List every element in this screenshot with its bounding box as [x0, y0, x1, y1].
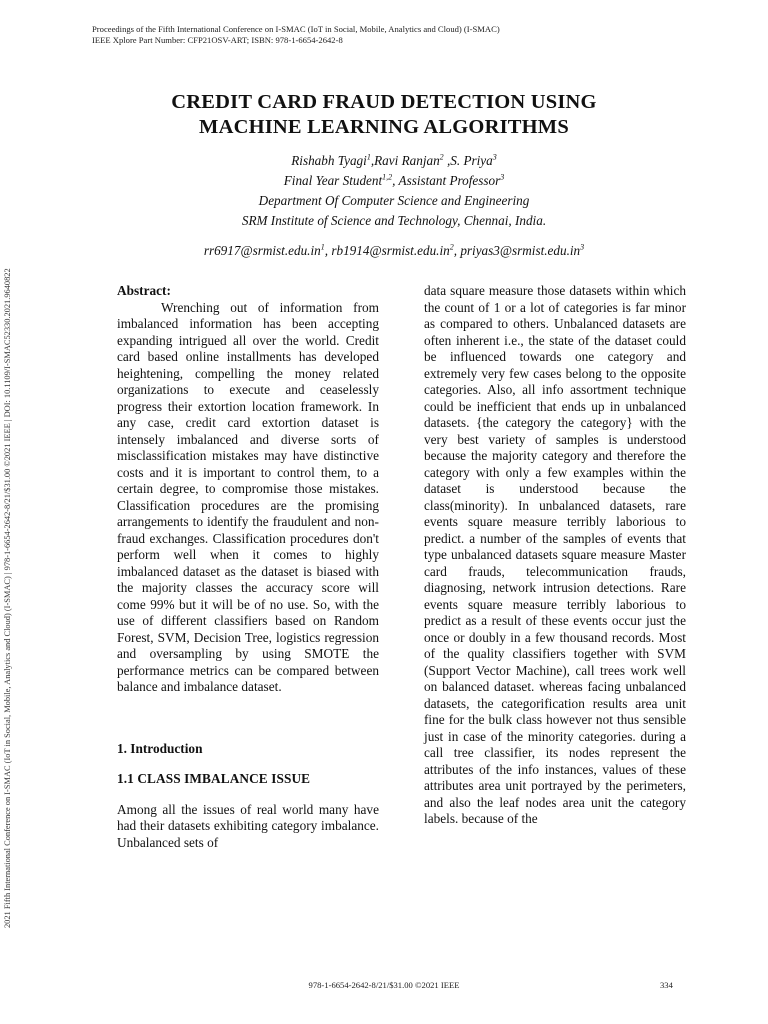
introduction-heading: 1. Introduction	[117, 740, 203, 756]
email-3: , priyas3@srmist.edu.in	[453, 243, 581, 258]
abstract-heading: Abstract:	[117, 283, 171, 298]
right-column	[424, 283, 686, 828]
left-column	[117, 283, 379, 851]
conference-header	[92, 24, 500, 46]
author-1: Rishabh Tyagi	[291, 153, 367, 168]
email-3-sup: 3	[580, 242, 585, 252]
abstract-body: Wrenching out of information from imbalanced information has been accepting expanding intrigued all over the world. Credit card based online installments has developed heightening, compelling the money related organizations to execute and ceaselessly progress their extortion location framework. In any case, credit card extortion dataset is intensely imbalanced and diverse sorts of misclassification mistakes may have distinctive costs and it is important to control them, to a certain degree, to compromise those mistakes. Classification procedures are the promising arrangements to identify the fraudulent and non-fraud exchanges. Classification procedures don't perform well when it comes to highly imbalanced dataset as the dataset is biased with the majority classes the accuracy score will come 99% but it will be of no use. So, with the use of different classifiers based on Random Forest, SVM, Decision Tree, logistics regression and oversampling by using SMOTE the performance metrics can be compared between balance and imbalance dataset.	[117, 299, 379, 694]
email-1-sup: 1	[320, 242, 325, 252]
email-2: , rb1914@srmist.edu.in	[324, 243, 450, 258]
author-2: ,Ravi Ranjan	[370, 153, 440, 168]
page-number: 334	[660, 980, 673, 990]
class-imbalance-heading: 1.1 CLASS IMBALANCE ISSUE	[117, 771, 311, 786]
institution: SRM Institute of Science and Technology, Chennai, India.	[241, 213, 547, 228]
header-line-1: Proceedings of the Fifth International Conference on I-SMAC (IoT in Social, Mobile, Analytics and Cloud) (I-SMAC)	[92, 24, 500, 34]
email-2-sup: 2	[449, 242, 454, 252]
footer-copyright: 978-1-6654-2642-8/21/$31.00 ©2021 IEEE	[308, 980, 460, 990]
author-block	[0, 152, 768, 262]
side-citation-strip: 2021 Fifth International Conference on I-SMAC (IoT in Social, Mobile, Analytics and Cloud) (I-SMAC) | 978-1-6654-2642-8/21/$31.00 ©2021 IEEE | DOI: 10.1109/I-SMAC52330.2021.9640822	[3, 268, 12, 928]
introduction-body: Among all the issues of real world many have had their datasets exhibiting category imbalance. Unbalanced sets of	[117, 801, 379, 850]
role-2-sup: 3	[500, 172, 505, 182]
author-roles	[0, 172, 768, 189]
author-3: ,S. Priya	[443, 153, 493, 168]
role-1: Final Year Student	[283, 173, 383, 188]
title-line-1: CREDIT CARD FRAUD DETECTION USING	[171, 91, 597, 113]
department: Department Of Computer Science and Engineering	[258, 193, 530, 208]
author-emails	[0, 242, 768, 259]
header-line-2: IEEE Xplore Part Number: CFP21OSV-ART; ISBN: 978-1-6654-2642-8	[92, 35, 343, 45]
author-names	[0, 152, 768, 169]
author-1-sup: 1	[366, 152, 371, 162]
title-line-2: MACHINE LEARNING ALGORITHMS	[199, 116, 569, 138]
email-1: rr6917@srmist.edu.in	[203, 243, 321, 258]
role-1-sup: 1,2	[382, 172, 393, 182]
right-column-body: data square measure those datasets within which the count of 1 or a lot of categories is far minor as compared to others. Unbalanced datasets are often inherent i.e., the state of the dataset could be influenced towards one category and extremely very few cases belong to the opposite categories. Also, all info assortment technique could be inefficient that ends up in unbalanced datasets. {the category the category} with the very best variety of samples is understood because the majority category and therefore the category with only a few examples within the dataset is understood because the class(minority). In unbalanced datasets, rare events square measure terribly laborious to predict. a number of the samples of events that type unbalanced datasets square measure Master card frauds, telecommunication frauds, diagnosing, network intrusion detections. Rare events square measure terribly laborious to predict as a result of these events occur just the once or doubly in a few thousand records. Most of the quality classifiers together with SVM (Support Vector Machine), call trees work well on balanced dataset. whereas facing unbalanced datasets, the categorification results area unit fine for the bulk class however not thus sensible just in case of the minority categories. during a call tree classifier, its nodes represent the attributes of the info instances, values of these attributes area unit portrayed by the perimeters, and also the leaf nodes area unit the category labels. because of the	[424, 283, 686, 826]
author-3-sup: 3	[492, 152, 497, 162]
role-2: , Assistant Professor	[392, 173, 501, 188]
paper-title	[0, 90, 768, 140]
author-2-sup: 2	[439, 152, 444, 162]
